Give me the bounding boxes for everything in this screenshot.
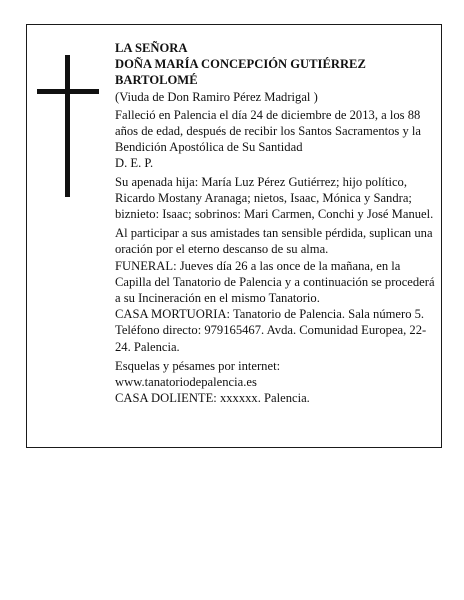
prayer-request: Al participar a sus amistades tan sensible pérdida, suplican una oración por el eterno descanso de su alma. [115,226,433,257]
family-list: Su apenada hija: María Luz Pérez Gutiérrez; hijo político, Ricardo Mostany Aranaga; nietos, Isaac, Mónica y Sandra; biznieto: Isaac; sobrinos: Mari Carmen, Conchi y José Manuel. [115,174,434,222]
esquelas-label: Esquelas y pésames por internet: [115,358,281,373]
funeral-info: FUNERAL: Jueves día 26 a las once de la mañana, en la Capilla del Tanatorio de Palencia y a continuación se procederá a su Incineración en el mismo Tanatorio. [115,258,435,306]
latin-cross-icon [37,55,99,197]
casa-doliente: CASA DOLIENTE: xxxxxx. Palencia. [115,391,310,406]
widow-subtitle: (Viuda de Don Ramiro Pérez Madrigal ) [115,89,318,104]
cross-vertical-bar [65,55,70,197]
casa-mortuoria: CASA MORTUORIA: Tanatorio de Palencia. Sala número 5. Teléfono directo: 979165467. Avda. Comunidad Europea, 22-24. Palencia. [115,307,427,354]
dep-text: D. E. P. [115,156,154,171]
notice-content [115,40,435,406]
website-link[interactable]: www.tanatoriodepalencia.es [115,375,257,390]
title-line-1: LA SEÑORA [115,41,188,55]
deceased-name: DOÑA MARÍA CONCEPCIÓN GUTIÉRREZ BARTOLOMÉ [115,57,366,88]
death-info: Falleció en Palencia el día 24 de diciembre de 2013, a los 88 años de edad, después de recibir los Santos Sacramentos y la Bendición Apostólica de Su Santidad [115,107,422,155]
obituary-notice [26,24,442,448]
cross-horizontal-bar [37,89,99,94]
